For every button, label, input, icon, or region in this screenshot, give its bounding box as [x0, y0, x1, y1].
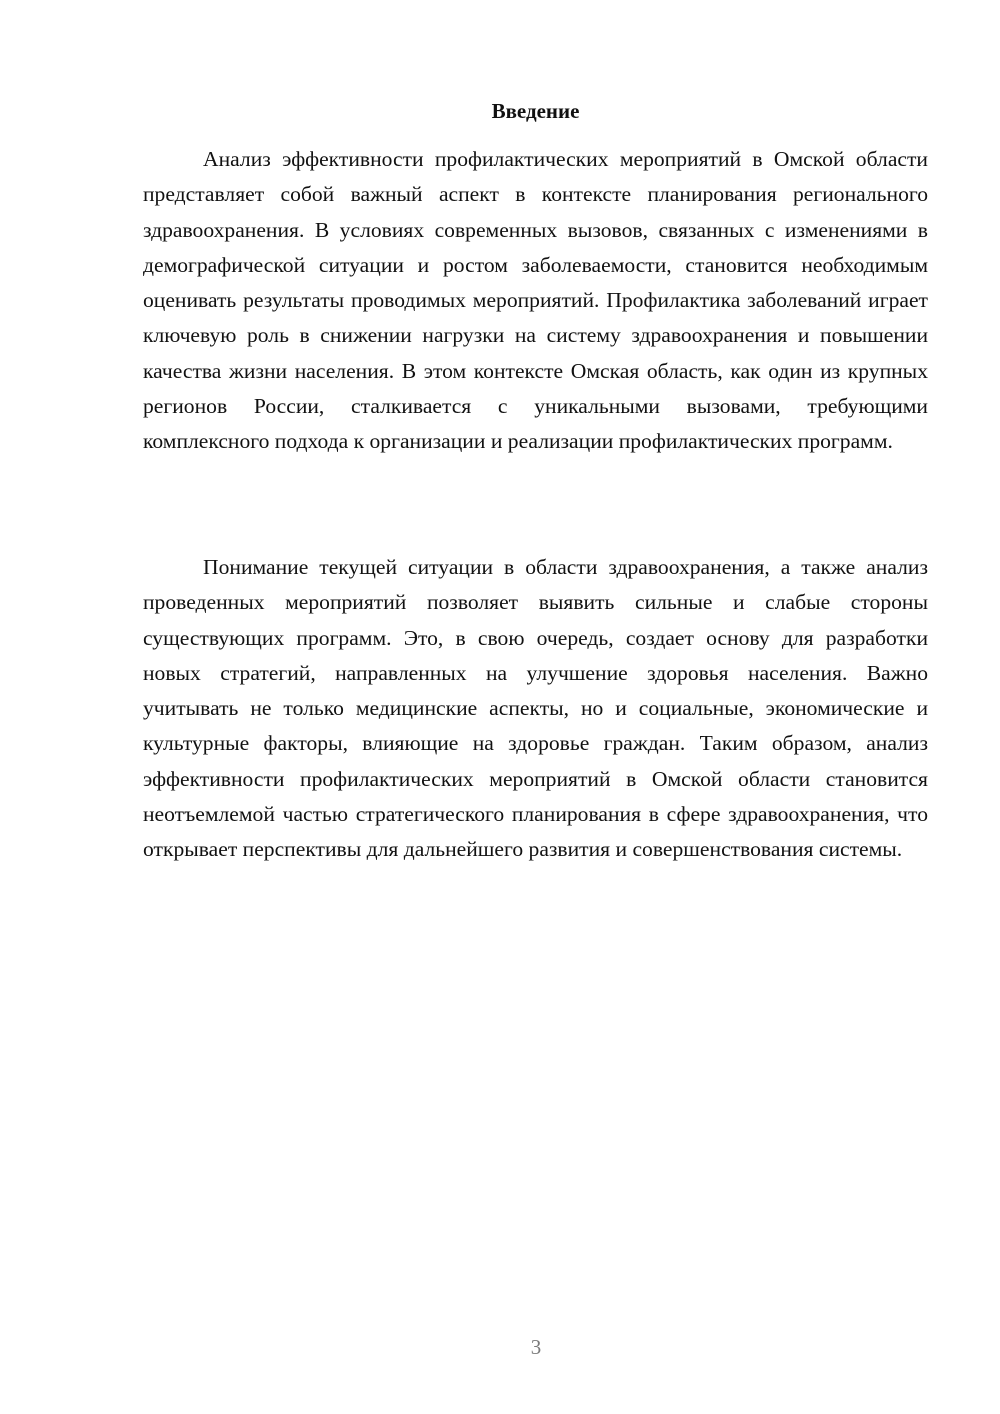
paragraph-1: Анализ эффективности профилактических мероприятий в Омской области представляет собой важный аспект в контексте планирования регионального здравоохранения. В условиях современных вызовов, связанных с изменениями в демографической ситуации и ростом заболеваемости, становится необходимым оценивать результаты проводимых мероприятий. Профилактика заболеваний играет ключевую роль в снижении нагрузки на систему здравоохранения и повышении качества жизни населения. В этом контексте Омская область, как один из крупных регионов России, сталкивается с уникальными вызовами, требующими комплексного подхода к организации и реализации профилактических программ. [143, 147, 928, 454]
page-number: 3 [530, 1335, 542, 1359]
section-heading: Введение [491, 99, 580, 123]
paragraph-2: Понимание текущей ситуации в области здравоохранения, а также анализ проведенных мероприятий позволяет выявить сильные и слабые стороны существующих программ. Это, в свою очередь, создает основу для разработки новых стратегий, направленных на улучшение здоровья населения. Важно учитывать не только медицинские аспекты, но и социальные, экономические и культурные факторы, влияющие на здоровье граждан. Таким образом, анализ эффективности профилактических мероприятий в Омской области становится неотъемлемой частью стратегического планирования в сфере здравоохранения, что открывает перспективы для дальнейшего развития и совершенствования системы. [143, 555, 928, 862]
